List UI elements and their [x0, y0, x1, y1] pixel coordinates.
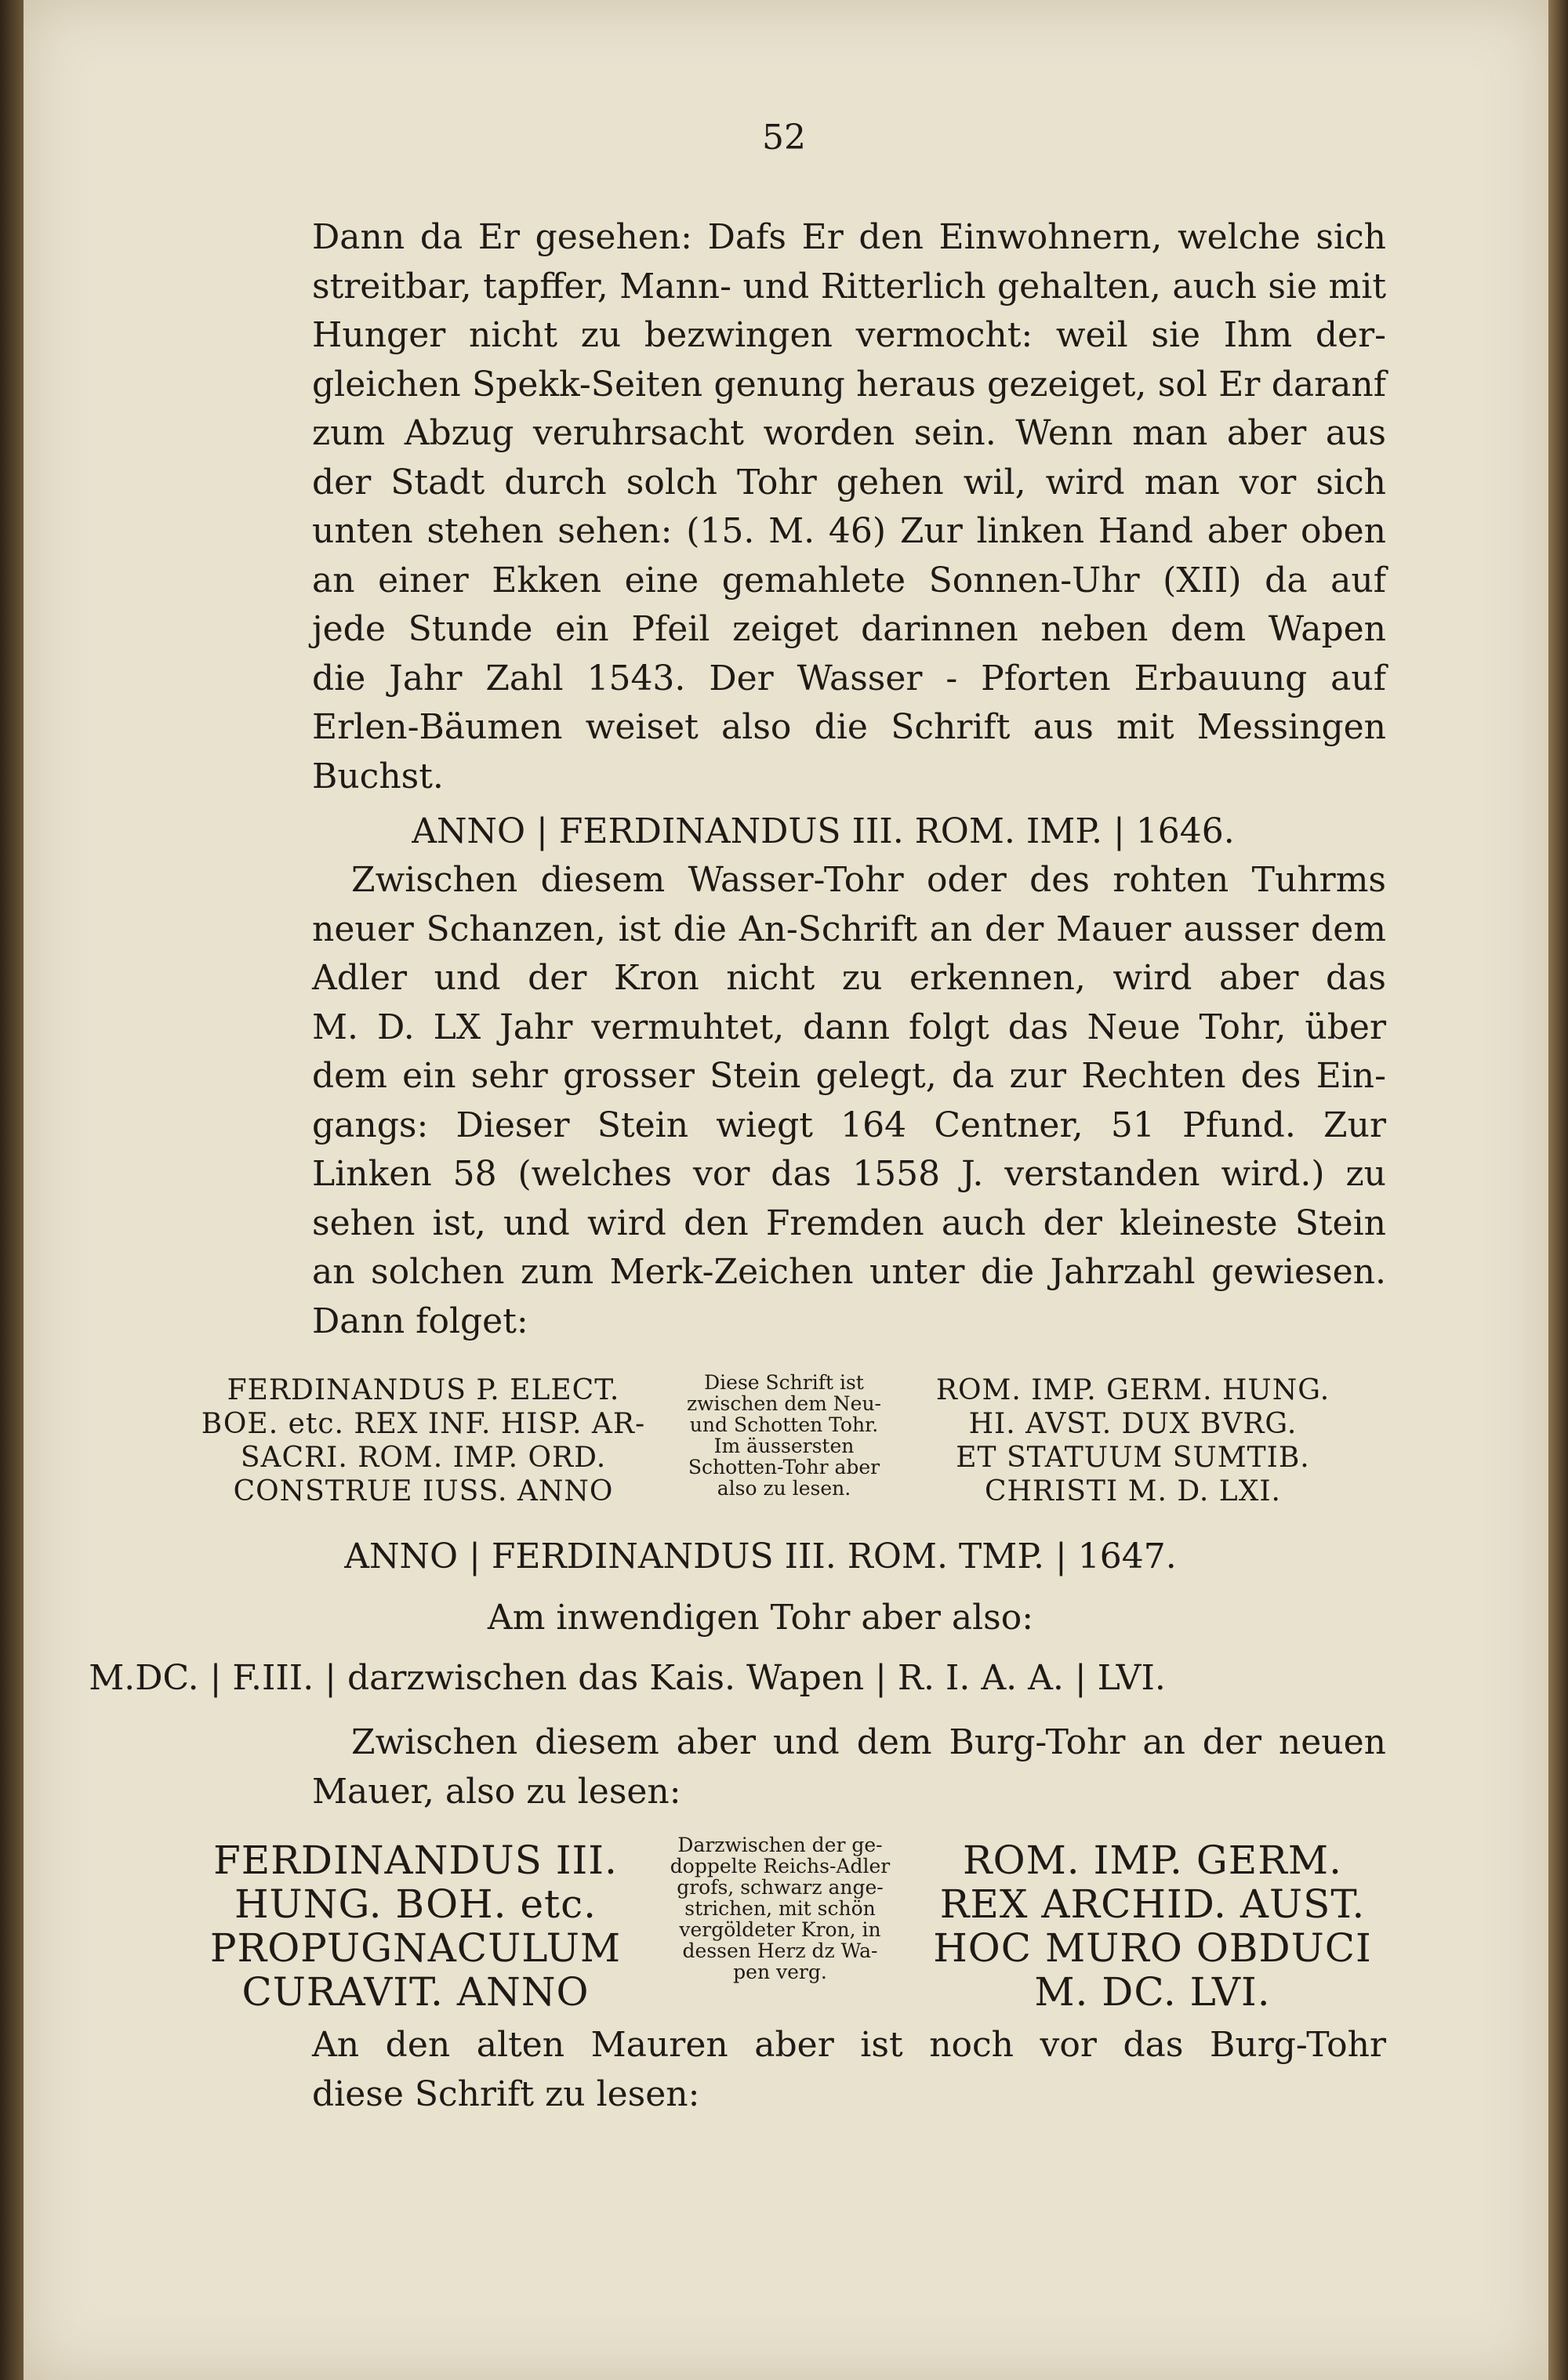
book-fore-edge	[1548, 0, 1568, 2380]
note-line: dessen Herz dz Wa-	[682, 1939, 878, 1962]
inscription-line: ET STATUUM SUMTIB.	[956, 1442, 1310, 1474]
paragraph-3	[312, 1718, 1386, 1816]
note-line: Im äussersten	[713, 1435, 855, 1457]
inscription-2-left	[204, 1838, 627, 2014]
note-line: grofs, schwarz ange-	[677, 1876, 884, 1899]
inscription-2-note	[635, 1834, 925, 1983]
inscription-line: HI. AVST. DUX BVRG.	[968, 1408, 1298, 1440]
inscription-line: CHRISTI M. D. LXI.	[984, 1475, 1282, 1507]
text-line: Dann da Er gesehen: Dafs Er den Einwohnern, welche sich	[312, 217, 1386, 257]
inscription-line: CURAVIT. ANNO	[241, 1969, 590, 2015]
inscription-line: ROM. IMP. GERM.	[962, 1838, 1343, 1883]
text-line: gangs: Dieser Stein wiegt 164 Centner, 51 Pfund. Zur	[312, 1105, 1386, 1145]
inscription-1-right	[909, 1373, 1356, 1508]
page-number: 52	[762, 118, 806, 158]
inscription-line: REX ARCHID. AUST.	[939, 1881, 1366, 1927]
inscription-line: CONSTRUE IUSS. ANNO	[233, 1475, 614, 1507]
inscription-line: PROPUGNACULUM	[209, 1925, 622, 1971]
note-line: Darzwischen der ge-	[677, 1834, 883, 1856]
inner-gate-line: Am inwendigen Tohr aber also:	[487, 1598, 1034, 1638]
inscription-2-right	[921, 1838, 1384, 2014]
text-line: Dann folget:	[312, 1301, 528, 1341]
text-line: Buchst.	[312, 756, 444, 796]
text-line: Zwischen diesem aber und dem Burg-Tohr an der neuen	[351, 1722, 1386, 1762]
note-line: Schotten-Tohr aber	[688, 1456, 880, 1478]
text-line: Erlen-Bäumen weiset also die Schrift aus mit Messingen	[312, 707, 1386, 747]
inscription-line: HUNG. BOH. etc.	[234, 1881, 597, 1927]
text-line: jede Stunde ein Pfeil zeiget darinnen neben dem Wapen	[312, 609, 1386, 649]
inscription-line: SACRI. ROM. IMP. ORD.	[240, 1442, 607, 1474]
note-line: vergöldeter Kron, in	[679, 1918, 881, 1941]
text-line: dem ein sehr grosser Stein gelegt, da zur Rechten des Ein-	[312, 1056, 1386, 1096]
text-line: der Stadt durch solch Tohr gehen wil, wird man vor sich	[312, 462, 1386, 502]
text-line: An den alten Mauren aber ist noch vor das Burg-Tohr	[312, 2025, 1386, 2065]
text-line: sehen ist, und wird den Fremden auch der kleineste Stein	[312, 1203, 1386, 1243]
inscription-line: FERDINANDUS P. ELECT.	[227, 1374, 620, 1406]
inscription-line: HOC MURO OBDUCI	[933, 1925, 1372, 1971]
text-line: Adler und der Kron nicht zu erkennen, wird aber das	[312, 958, 1386, 998]
inscription-line: M. DC. LVI.	[1034, 1969, 1271, 2015]
note-line: zwischen dem Neu-	[686, 1392, 881, 1415]
inscription-line: FERDINANDUS III.	[213, 1838, 618, 1883]
text-line: streitbar, tapffer, Mann- und Ritterlich gehalten, auch sie mit	[312, 266, 1386, 307]
note-line: strichen, mit schön	[684, 1897, 876, 1920]
note-line: also zu lesen.	[717, 1477, 851, 1500]
text-line: gleichen Spekk-Seiten genung heraus gezeiget, sol Er daranf	[312, 364, 1386, 405]
text-line: Hunger nicht zu bezwingen vermocht: weil sie Ihm der-	[312, 315, 1386, 355]
paragraph-1	[312, 213, 1386, 801]
text-line: neuer Schanzen, ist die An-Schrift an der Mauer ausser dem	[312, 909, 1386, 949]
text-line: Mauer, also zu lesen:	[312, 1771, 681, 1812]
inscription-line: BOE. etc. REX INF. HISP. AR-	[201, 1408, 646, 1440]
book-spine-edge	[0, 0, 24, 2380]
text-line: zum Abzug veruhrsacht worden sein. Wenn man aber aus	[312, 413, 1386, 453]
text-line: an einer Ekken eine gemahlete Sonnen-Uhr (XII) da auf	[312, 560, 1386, 600]
text-line: unten stehen sehen: (15. M. 46) Zur linken Hand aber oben	[312, 511, 1386, 551]
paragraph-4	[312, 2021, 1386, 2119]
inscription-1-note	[662, 1372, 906, 1499]
paragraph-2	[312, 856, 1386, 1346]
note-line: Diese Schrift ist	[704, 1371, 864, 1394]
note-line: doppelte Reichs-Adler	[670, 1855, 891, 1878]
note-line: pen verg.	[733, 1961, 827, 1983]
inscription-1-left	[188, 1373, 659, 1508]
text-line: die Jahr Zahl 1543. Der Wasser - Pforten Erbauung auf	[312, 658, 1386, 698]
text-line: Linken 58 (welches vor das 1558 J. verstanden wird.) zu	[312, 1154, 1386, 1194]
text-line: diese Schrift zu lesen:	[312, 2073, 700, 2114]
note-line: und Schotten Tohr.	[689, 1413, 879, 1436]
inscription-1647: ANNO | FERDINANDUS III. ROM. TMP. | 1647.	[344, 1536, 1177, 1576]
text-line: an solchen zum Merk-Zeichen unter die Jahrzahl gewiesen.	[312, 1252, 1386, 1292]
md-inscription-line: M.DC. | F.III. | darzwischen das Kais. Wapen | R. I. A. A. | LVI.	[89, 1658, 1166, 1698]
inscription-line: ROM. IMP. GERM. HUNG.	[935, 1374, 1330, 1406]
inscription-1646: ANNO | FERDINANDUS III. ROM. IMP. | 1646.	[412, 811, 1235, 851]
text-line: Zwischen diesem Wasser-Tohr oder des rohten Tuhrms	[351, 860, 1386, 900]
text-line: M. D. LX Jahr vermuhtet, dann folgt das Neue Tohr, über	[312, 1007, 1386, 1047]
